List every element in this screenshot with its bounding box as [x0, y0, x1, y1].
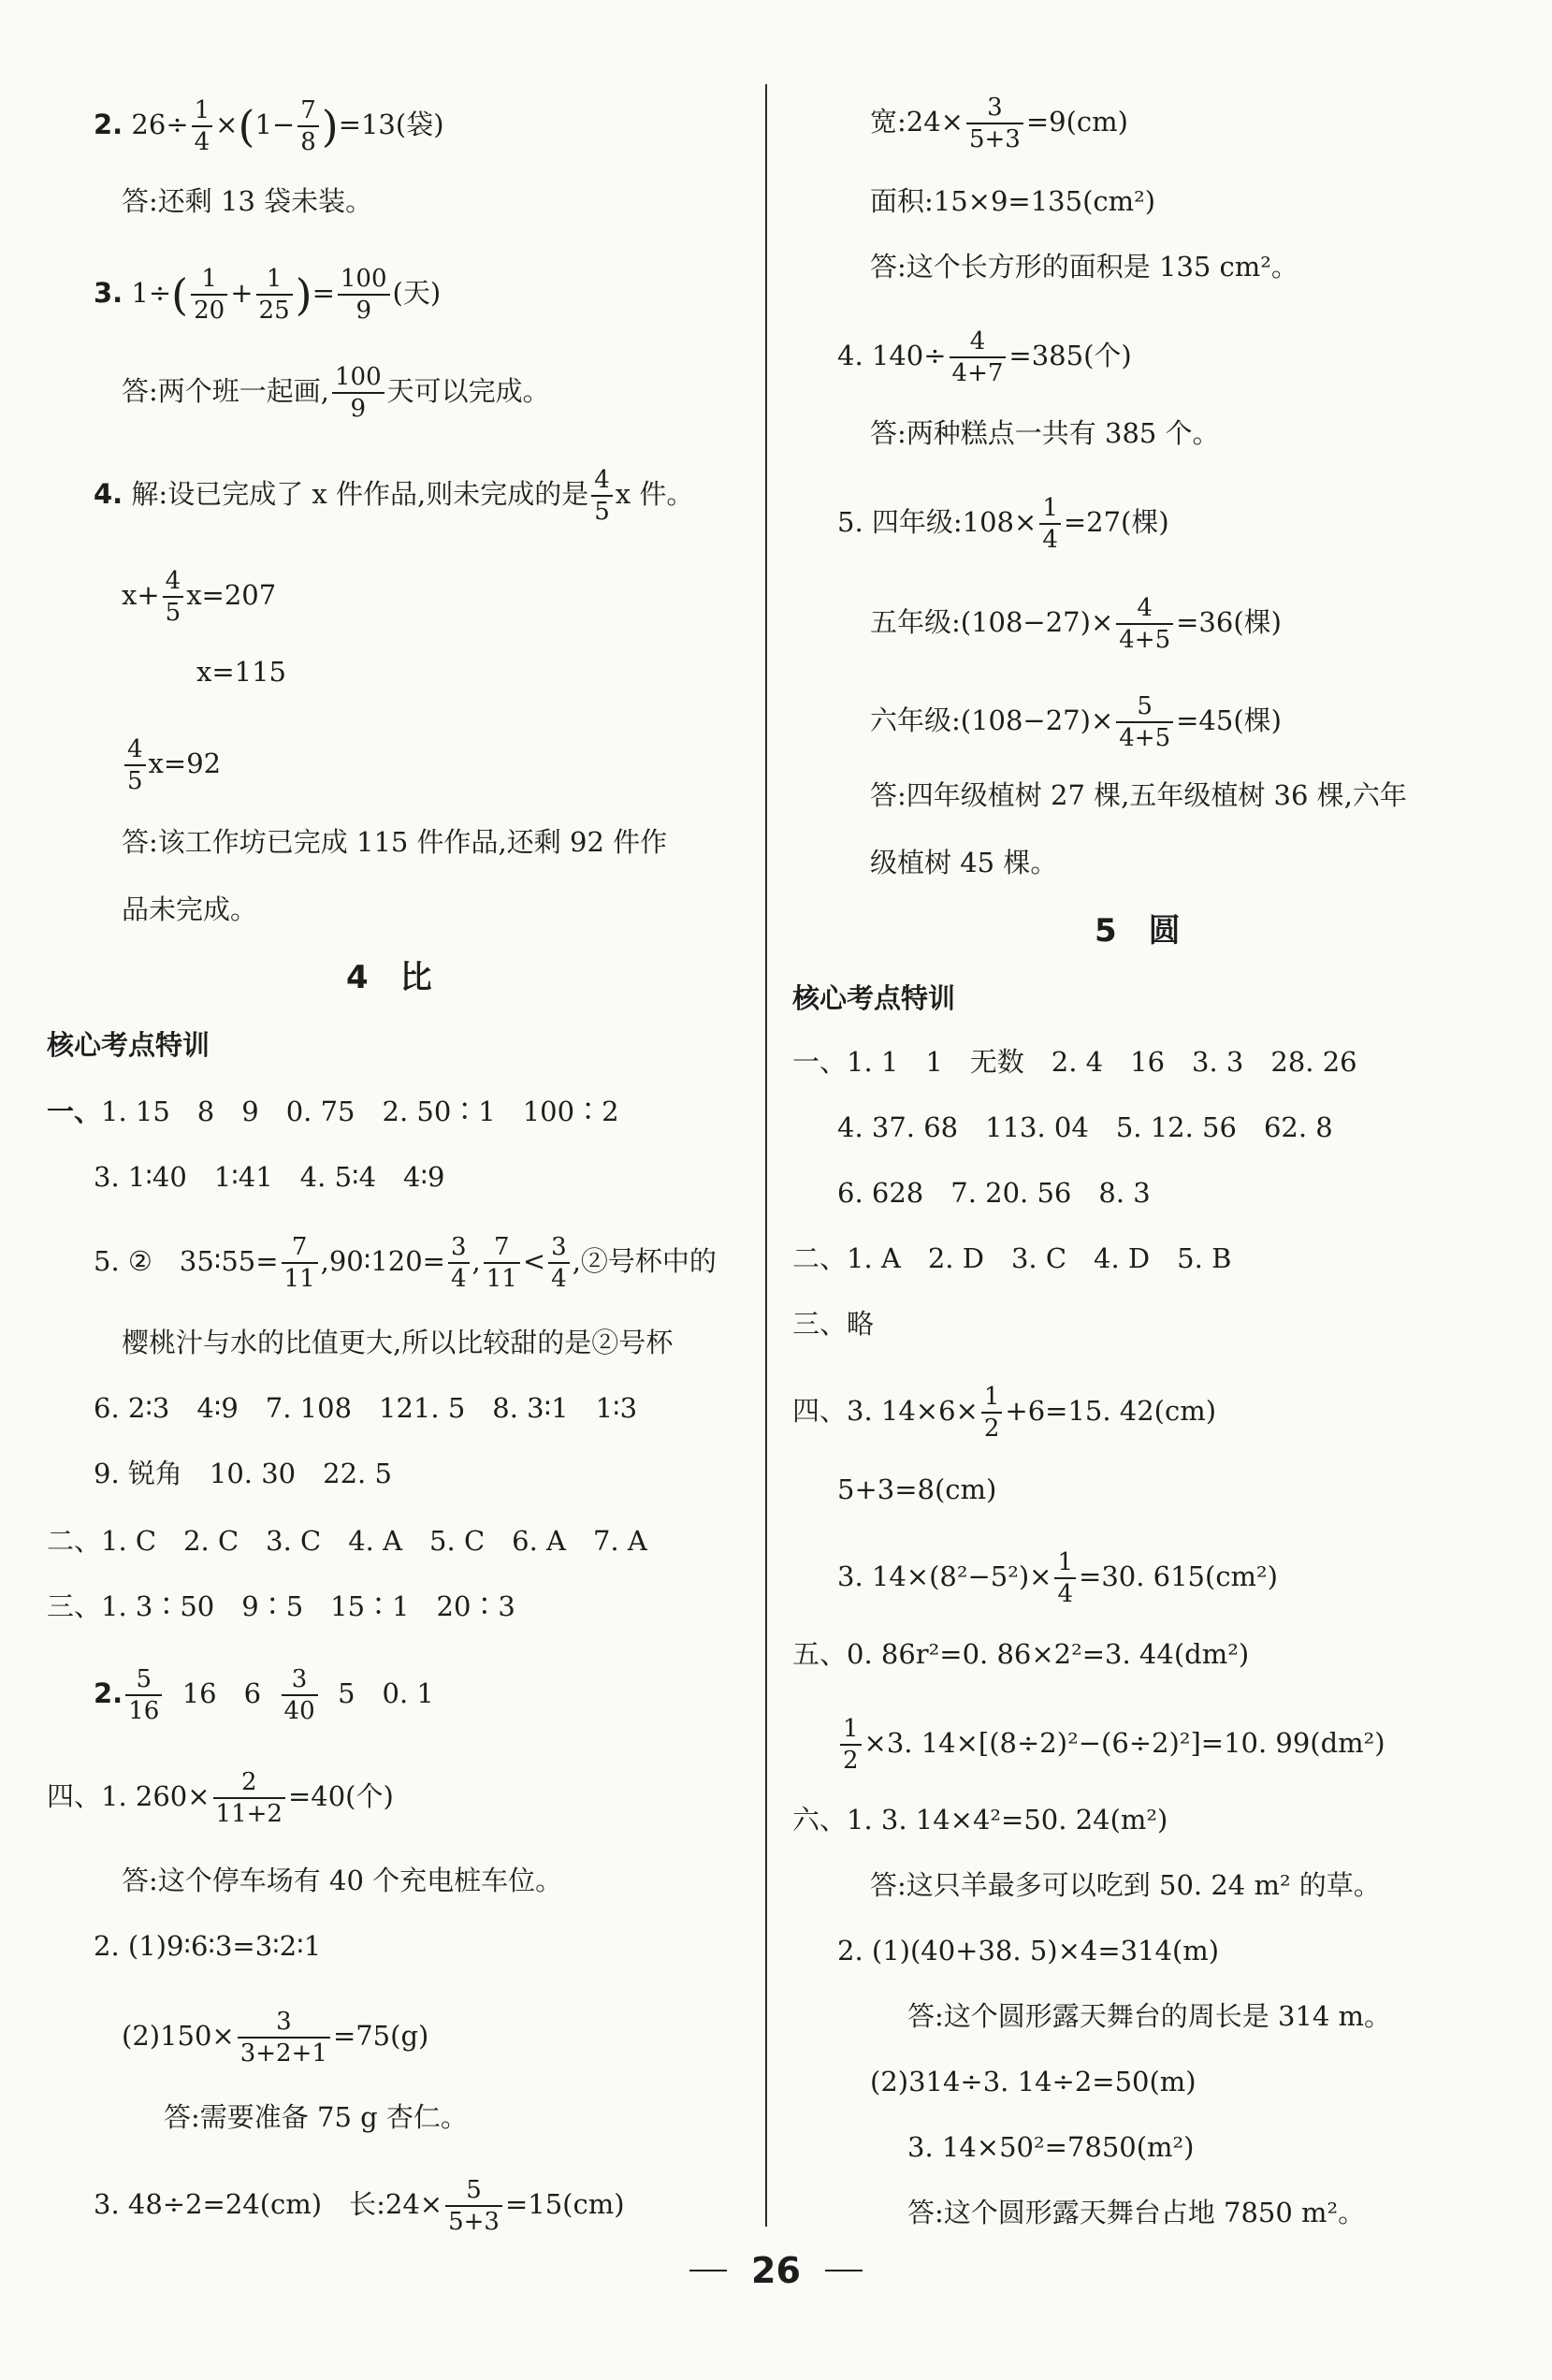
s4-line-1: 四、1. 260× $\frac{2}{11+2}$ =40(个) [47, 1768, 394, 1828]
s1-line-1: 一、1. 15 8 9 0. 75 2. 50∶1 100∶2 [47, 1096, 619, 1127]
t17-line: 答:这个圆形露天舞台占地 7850 m²。 [907, 2197, 1366, 2228]
r-width-line: 宽:24× $\frac{3}{5+3}$ =9(cm) [870, 94, 1128, 153]
t10-line: $\frac{1}{2}$ ×3. 14×[(8÷2)²−(6÷2)²]=10. 99(dm²) [837, 1717, 1385, 1773]
t16-line: 3. 14×50²=7850(m²) [907, 2131, 1195, 2163]
footer-dash-right [825, 2270, 863, 2271]
q3-equation: 3. 1÷( $\frac{1}{20}$ + $\frac{1}{25}$ )= $\frac{100}{9}$ (天) [94, 265, 442, 325]
s1-line-5: 6. 2∶3 4∶9 7. 108 121. 5 8. 3∶1 1∶3 [94, 1392, 638, 1424]
t1-line: 一、1. 1 1 无数 2. 4 16 3. 3 28. 26 [792, 1046, 1357, 1078]
q2-answer: 答:还剩 13 袋未装。 [122, 185, 373, 217]
s1-line-2: 3. 1∶40 1∶41 4. 5∶4 4∶9 [94, 1161, 445, 1193]
r-q4-answer: 答:两种糕点一共有 385 个。 [870, 417, 1220, 449]
page-footer [0, 2250, 1552, 2291]
r-q5-grade5: 五年级:(108−27)× $\frac{4}{4+5}$ =36(棵) [870, 594, 1282, 654]
t6-line: 四、3. 14×6× $\frac{1}{2}$ +6=15. 42(cm) [792, 1383, 1217, 1443]
t8-line: 3. 14×(8²−5²)× $\frac{1}{4}$ =30. 615(cm²) [837, 1548, 1278, 1608]
q4-equation-2: x=115 [196, 656, 287, 688]
t7-line: 5+3=8(cm) [837, 1473, 997, 1505]
t15-line: (2)314÷3. 14÷2=50(m) [870, 2066, 1197, 2097]
t13-line: 2. (1)(40+38. 5)×4=314(m) [837, 1935, 1220, 1966]
r-area-answer: 答:这个长方形的面积是 135 cm²。 [870, 251, 1298, 283]
t14-line: 答:这个圆形露天舞台的周长是 314 m。 [907, 2000, 1392, 2032]
t12-line: 答:这只羊最多可以吃到 50. 24 m² 的草。 [870, 1869, 1381, 1901]
fraction: $\frac{7}{8}$ [297, 98, 319, 154]
q4-setup: 4. 解:设已完成了 x 件作品,则未完成的是 $\frac{4}{5}$ x 件。 [94, 466, 694, 526]
t4-line: 二、1. A 2. D 3. C 4. D 5. B [792, 1242, 1232, 1274]
q4-equation-3: $\frac{4}{5}$ x=92 [122, 737, 221, 793]
q4-answer-2: 品未完成。 [122, 893, 258, 925]
q4-equation-1: x+ $\frac{4}{5}$ x=207 [122, 567, 277, 627]
r-q5-grade6: 六年级:(108−27)× $\frac{5}{4+5}$ =45(棵) [870, 692, 1282, 752]
t11-line: 六、1. 3. 14×4²=50. 24(m²) [792, 1804, 1168, 1836]
fraction: $\frac{1}{4}$ [192, 98, 213, 154]
t9-line: 五、0. 86r²=0. 86×2²=3. 44(dm²) [792, 1638, 1250, 1670]
s4-answer-2: 答:需要准备 75 g 杏仁。 [164, 2101, 468, 2133]
r-q5-grade4: 5. 四年级:108× $\frac{1}{4}$ =27(棵) [837, 494, 1169, 554]
s4-q2-line-1: 2. (1)9∶6∶3=3∶2∶1 [94, 1930, 322, 1962]
section-5-title: 5 圆 [1095, 912, 1181, 950]
r-q5-answer-1: 答:四年级植树 27 棵,五年级植树 36 棵,六年 [870, 779, 1407, 811]
section-4-core-heading: 核心考点特训 [47, 1029, 210, 1061]
s4-answer-1: 答:这个停车场有 40 个充电桩车位。 [122, 1865, 563, 1896]
t2-line: 4. 37. 68 113. 04 5. 12. 56 62. 8 [837, 1111, 1333, 1143]
r-q5-answer-2: 级植树 45 棵。 [870, 847, 1058, 878]
s4-q3-line: 3. 48÷2=24(cm) 长:24× $\frac{5}{5+3}$ =15(cm) [94, 2176, 625, 2236]
section-4-title: 4 比 [346, 959, 432, 996]
section-5-core-heading: 核心考点特训 [792, 982, 956, 1014]
s3-line-2: 2. $\frac{5}{16}$ 16 6 $\frac{3}{40}$ 5 0. 1 [94, 1665, 434, 1725]
s2-line: 二、1. C 2. C 3. C 4. A 5. C 6. A 7. A [47, 1525, 647, 1557]
s4-q2-line-2: (2)150× $\frac{3}{3+2+1}$ =75(g) [122, 2008, 429, 2068]
q3-answer: 答:两个班一起画, $\frac{100}{9}$ 天可以完成。 [122, 363, 550, 423]
s1-line-3: 5. ② 35∶55= $\frac{7}{11}$ ,90∶120= $\frac{3}{4}$ , $\frac{7}{11}$ < $\frac{3}{4}$ ,②号杯中的 [94, 1233, 717, 1293]
s3-line-1: 三、1. 3∶50 9∶5 15∶1 20∶3 [47, 1590, 515, 1622]
t3-line: 6. 628 7. 20. 56 8. 3 [837, 1177, 1151, 1209]
q2-equation: 2. 26÷ $\frac{1}{4}$ ×(1− $\frac{7}{8}$ )=13(袋) [94, 96, 444, 156]
r-q4-line: 4. 140÷ $\frac{4}{4+7}$ =385(个) [837, 327, 1132, 387]
footer-dash-left [689, 2270, 727, 2271]
q4-answer-1: 答:该工作坊已完成 115 件作品,还剩 92 件作 [122, 826, 668, 858]
page-number: 26 [751, 2250, 801, 2291]
column-divider [765, 84, 767, 2227]
t5-line: 三、略 [792, 1308, 875, 1340]
s1-line-4: 樱桃汁与水的比值更大,所以比较甜的是②号杯 [122, 1327, 674, 1358]
r-area-line: 面积:15×9=135(cm²) [870, 185, 1156, 217]
s1-line-6: 9. 锐角 10. 30 22. 5 [94, 1458, 392, 1489]
